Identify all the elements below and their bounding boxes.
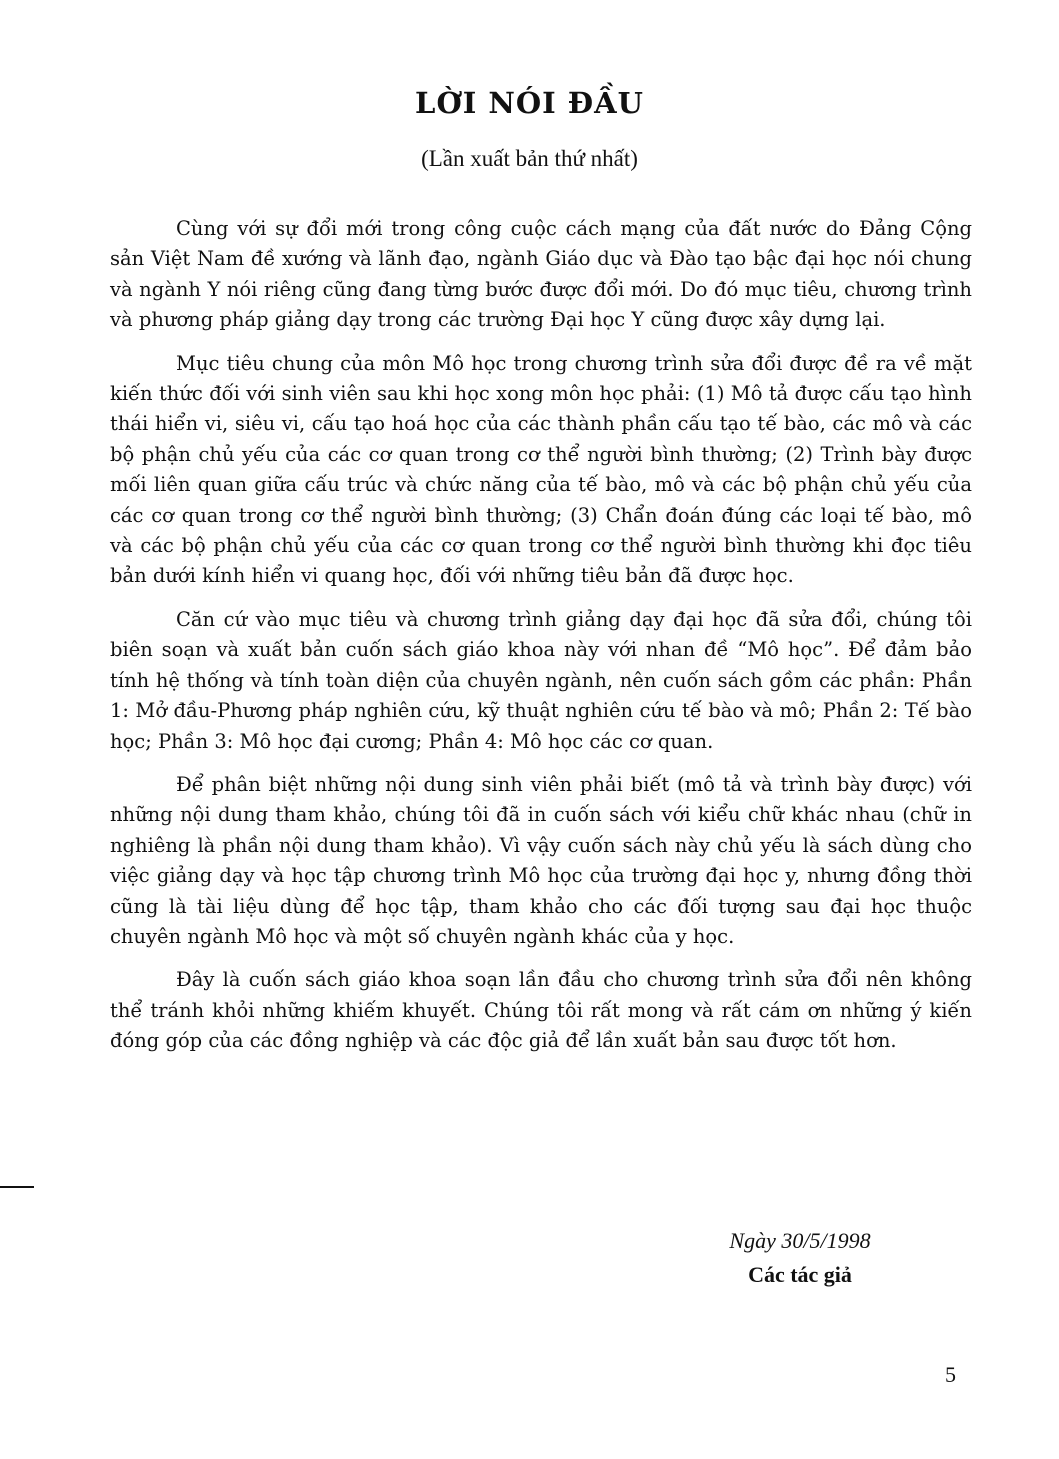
paragraph-5: Đây là cuốn sách giáo khoa soạn lần đầu cho chương trình sửa đổi nên không thể tránh khỏi những khiếm khuyết. Chúng tôi rất mong và rất cám ơn những ý kiến đóng góp của các đồng nghiệp và các độc giả để lần xuất bản sau được tốt hơn. xyxy=(110,968,972,1053)
page-number: 5 xyxy=(945,1362,956,1387)
signature-authors: Các tác giả xyxy=(748,1262,852,1287)
margin-scan-mark xyxy=(0,1186,34,1188)
page-title: LỜI NÓI ĐẦU xyxy=(415,86,644,120)
paragraph-4: Để phân biệt những nội dung sinh viên phải biết (mô tả và trình bày được) với những nội dung tham khảo, chúng tôi đã in cuốn sách với kiểu chữ khác nhau (chữ in nghiêng là phần nội dung tham khảo). Vì vậy cuốn sách này chủ yếu là sách dùng cho việc giảng dạy và học tập chương trình Mô học của trường đại học y, nhưng đồng thời cũng là tài liệu dùng để học tập, tham khảo cho các đối tượng sau đại học thuộc chuyên ngành Mô học và một số chuyên ngành khác của y học. xyxy=(110,772,972,948)
paragraph-2: Mục tiêu chung của môn Mô học trong chương trình sửa đổi được đề ra về mặt kiến thức đối với sinh viên sau khi học xong môn học phải: (1) Mô tả được cấu tạo hình thái hiển vi, siêu vi, cấu tạo hoá học của các thành phần cấu tạo tế bào, các mô và các bộ phận chủ yếu của các cơ quan trong cơ thể người bình thường; (2) Trình bày được mối liên quan giữa cấu trúc và chức năng của tế bào, mô và các bộ phận chủ yếu của các cơ quan trong cơ thể người bình thường; (3) Chẩn đoán đúng các loại tế bào, mô và các bộ phận chủ yếu của các cơ quan trong cơ thể người bình thường khi đọc tiêu bản dưới kính hiển vi quang học, đối với những tiêu bản đã được học. xyxy=(110,351,972,588)
signature-date: Ngày 30/5/1998 xyxy=(729,1228,871,1253)
edition-subtitle: (Lần xuất bản thứ nhất) xyxy=(421,146,638,171)
paragraph-1: Cùng với sự đổi mới trong công cuộc cách mạng của đất nước do Đảng Cộng sản Việt Nam đề xướng và lãnh đạo, ngành Giáo dục và Đào tạo bậc đại học nói chung và ngành Y nói riêng cũng đang từng bước được đổi mới. Do đó mục tiêu, chương trình và phương pháp giảng dạy trong các trường Đại học Y cũng được xây dựng lại. xyxy=(110,217,972,332)
preface-body xyxy=(110,214,972,1070)
paragraph-3: Căn cứ vào mục tiêu và chương trình giảng dạy đại học đã sửa đổi, chúng tôi biên soạn và xuất bản cuốn sách giáo khoa này với nhan đề “Mô học”. Để đảm bảo tính hệ thống và tính toàn diện của chuyên ngành, nên cuốn sách gồm các phần: Phần 1: Mở đầu-Phương pháp nghiên cứu, kỹ thuật nghiên cứu tế bào và mô; Phần 2: Tế bào học; Phần 3: Mô học đại cương; Phần 4: Mô học các cơ quan. xyxy=(110,607,972,753)
